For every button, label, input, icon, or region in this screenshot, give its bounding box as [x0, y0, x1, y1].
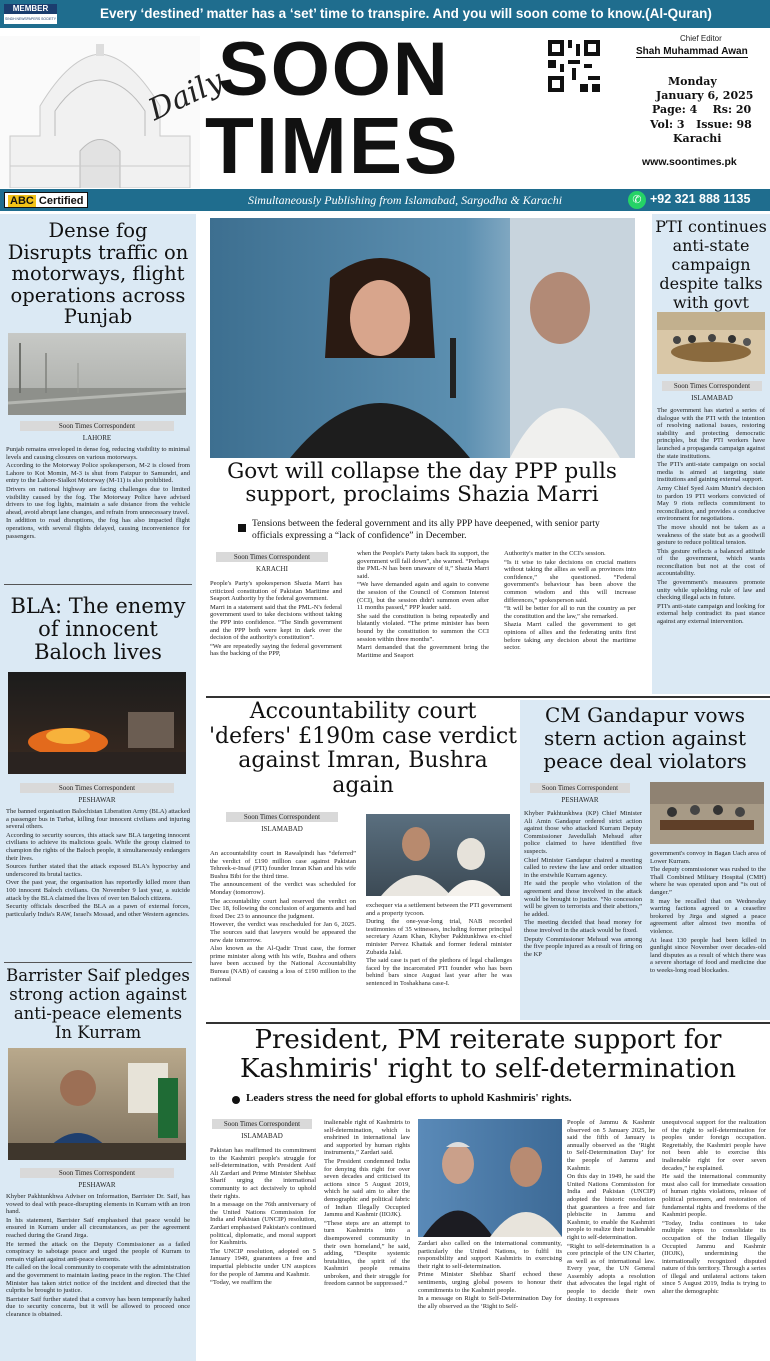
pti-para: Army Chief Syed Asim Munir's decision to pardon 19 PTI workers convicted of May 9 riots reflects commitment to reconciliation, and provides a conducive environment for negotiations.: [657, 484, 765, 523]
publishing-strip: [0, 189, 770, 211]
chief-editor-label: Chief Editor: [680, 34, 722, 43]
gandapur-para: Chief Minister Gandapur chaired a meeting called to review the law and order situation in the erstwhile Kurram agency.: [524, 856, 642, 879]
member-badge: [3, 3, 58, 25]
certified-label: Certified: [38, 195, 84, 207]
bla-para: Sources further stated that the attack exposed BLA's hypocrisy and underscored its brutal tactics.: [6, 863, 190, 878]
lead-location: KARACHI: [256, 565, 288, 573]
bla-para: The banned organisation Balochistan Liberation Army (BLA) attacked a passenger bus in Turbat, killing four innocent civilians and injuring several others.: [6, 808, 190, 831]
title-soon: SOON: [218, 28, 450, 112]
lead-para: People's Party's spokesperson Shazia Marri has criticized constitution of Pakistan Maritime and Seaport Authority by the federal government.: [210, 580, 342, 603]
kashmir-para: Pakistan has reaffirmed its commitment to the Kashmiri people's struggle for self-determination, with President Asif Ali Zardari and Prime Minister Shehbaz Sharif urging the international community to act decisively to uphold their rights.: [210, 1147, 316, 1200]
top-banner: [0, 0, 770, 28]
kashmir-para: In a message on Right to Self-Determination Day for the ally observed as the ‘Right to Self-: [418, 1295, 562, 1310]
lead-headline: Govt will collapse the day PPP pulls support, proclaims Shazia Marri: [227, 459, 617, 507]
bla-headline: BLA: The enemy of innocent Baloch lives: [10, 594, 186, 664]
lead-para: Marri demanded that the government bring the Maritime and Seaport: [357, 644, 489, 659]
court-column-1: [210, 850, 356, 1018]
gandapur-location: PESHAWAR: [561, 796, 599, 804]
lead-para: Shazia Marri called the government to get opinions of allies and the federating units first before taking any decision about the maritime sector.: [504, 621, 636, 652]
pti-para: The government's measures promote unity while upholding rule of law and checking illegal acts in future.: [657, 579, 765, 602]
court-correspondent: Soon Times Correspondent: [226, 812, 338, 822]
kashmir-para: The President condemned India for denying this right for over seven decades and criticised its actions since 5 August 2019, which he said aim to alter the demographic and political fabric of Indian Illegally Occupied Jammu and Kashmir (IIOJK).: [324, 1157, 410, 1219]
saif-para: In his statement, Barrister Saif emphasised that peace would be ensured in Kurram under all circumstances, as per the agreement reached during the Grand Jirga.: [6, 1216, 190, 1239]
chief-editor-name: Shah Muhammad Awan: [636, 46, 748, 57]
qr-code: [548, 40, 600, 92]
bla-para: Security officials described the BLA as a pawn of external forces, particularly India's RAW, Israel's Mossad, and other Western agencies.: [6, 903, 190, 918]
phone-number[interactable]: +92 321 888 1135: [650, 192, 751, 206]
kashmir-para: Zardari also called on the international community, particularly the United Nations, to fulfil its responsibility and support Kashmiris in exercising their right to self-determination.: [418, 1240, 562, 1270]
lead-para: when the People's Party takes back its support, the government will fall down”, she warned. “Perhaps the PML-N has been unaware of it,” Shazia Marri said.: [357, 550, 489, 580]
kashmir-para: He said the international community must also call for immediate cessation of human rights violations, release of political prisoners, and restoration of fundamental rights and freedoms of the Kashmiri people.: [662, 1173, 766, 1219]
abc-certified-badge: [4, 192, 88, 208]
court-para: exchequer via a settlement between the PTI government and a property tycoon.: [366, 902, 512, 917]
kashmir-para: “Today, India continues to take multiple steps to consolidate its occupation of the Indian Illegally Occupied Jammu and Kashmir (IIOJK), undermining the internationally recognized disputed nature of this territory. Through a series of illegal and unilateral actions taken since 5 August 2019, India is trying to alter the demographic: [662, 1219, 766, 1296]
gandapur-para: The meeting decided that head money for those involved in the attack would be fixed.: [524, 919, 642, 934]
divider: [206, 1022, 770, 1024]
bla-location: PESHAWAR: [78, 796, 116, 804]
lead-para: “Is it wise to take decisions on crucial matters without taking the allies as well as provinces into confidence,” she questioned. “Federal government's behaviour has been above the common wisdom and this will increase differences,” spokesperson said.: [504, 558, 636, 604]
gandapur-para: He said the people who violation of the agreement and those involved in the attack would be brought to justice. “No concession will be given to terrorists and their abettors,” he added.: [524, 880, 642, 918]
fog-para: Drivers on national highway are facing challenges due to limited visibility caused by the fog. The Motorway Police have advised drivers to use fog lights, maintain a safe distance from the vehicle ahead, avoid abrupt lane changes, and refrain from unnecessary travel.: [6, 485, 190, 516]
kashmir-para: The UNCIP resolution, adopted on 5 January 1949, guarantees a free and impartial plebiscite under UN auspices for the people of Jammu and Kashmir.: [210, 1247, 316, 1278]
court-photo: [366, 814, 510, 896]
lead-para: Marri in a statement said that the PML-N's federal government used to take decisions without taking the PPP into confidence. “The Sindh government and the PPP both were kept in dark over the decision of the authority's constitution”.: [210, 603, 342, 642]
saif-correspondent: Soon Times Correspondent: [20, 1168, 174, 1178]
court-para: The accountability court had reserved the verdict on Dec 18, following the conclusion of arguments and had fixed Dec 23 to announce the judgment.: [210, 897, 356, 920]
bla-photo: [8, 672, 186, 774]
gandapur-para: At least 130 people had been killed in gunfight since November over decades-old land disputes as a result of which there was a severe shortage of food and medicine due to weeks-long road blockades.: [650, 936, 766, 974]
divider: [4, 962, 192, 963]
gandapur-para: It may be recalled that on Wednesday warring factions agreed to a ceasefire brokered by Jirga and signed a peace agreement after almost two months of violence.: [650, 897, 766, 935]
kashmir-deck: Leaders stress the need for global efforts to uphold Kashmiris' rights.: [246, 1092, 572, 1104]
kashmir-para: “Today, we reaffirm the: [210, 1279, 272, 1287]
court-headline: Accountability court 'defers' £190m case verdict against Imran, Bushra again: [209, 699, 517, 798]
saif-para: Barrister Saif further stated that a convoy has been temporarily halted due to security concerns, but it will be allowed to proceed once clearance is obtained.: [6, 1295, 190, 1318]
saif-headline: Barrister Saif pledges strong action against anti-peace elements In Kurram: [6, 966, 190, 1042]
court-location: ISLAMABAD: [261, 825, 303, 833]
lead-para: She said the constitution is being repeatedly and blatantly violated. “The prime minister has been bound by the constitution to summon the CCI session within three months”.: [357, 612, 489, 643]
divider: [4, 584, 192, 585]
kashmir-column-2: [324, 1119, 410, 1359]
saif-location: PESHAWAR: [78, 1181, 116, 1189]
quran-quote: Every ‘destined’ matter has a ‘set’ time to transpire. And you will soon come to know.(Al-Quran): [100, 6, 712, 21]
kashmir-para: inalienable right of Kashmiris to self-determination, which is enshrined in international law and supported by human rights instruments,” Zardari said.: [324, 1119, 410, 1157]
pti-para: The move should not be taken as a weakness of the state but as a goodwill gesture to reduce political tension.: [657, 523, 765, 547]
gandapur-column-1: [524, 810, 642, 1016]
fog-para: According to the Motorway Police spokesperson, M-2 is closed from Lahore to Kot Momin, M-3 is shut from Faizpur to Samundri, and entry to the Lahore-Sialkot Motorway (M-11) is also prohibited.: [6, 462, 190, 485]
kashmir-headline: President, PM reiterate support for Kashmiris' right to self-determination: [240, 1025, 736, 1084]
fog-headline: Dense fog Disrupts traffic on motorways, flight operations across Punjab: [7, 219, 189, 328]
member-society: SINDH NEWSPAPERS SOCIETY: [5, 17, 56, 21]
kashmir-column-1: [210, 1147, 316, 1359]
lead-correspondent: Soon Times Correspondent: [216, 552, 328, 562]
gandapur-para: The deputy commissioner was rushed to the Thall Combined Military Hospital (CMH) where he was operated upon and “is out of danger.”: [650, 866, 766, 896]
saif-photo: [8, 1048, 186, 1160]
kashmir-deck-bullet: [232, 1096, 240, 1104]
saif-para: He termed the attack on the Deputy Commissioner as a failed conspiracy to sabotage peace and urged the people of Kurram to remain vigilant against anti-peace elements.: [6, 1240, 190, 1263]
issue-date: January 6, 2025: [656, 89, 754, 102]
lead-para: “It will be better for all to run the country as per the constitution and the law,” she remarked.: [504, 605, 636, 620]
gandapur-photo: [650, 782, 764, 844]
fog-para: In addition to road disruptions, the fog has also impacted flight operations, with several flights delayed, causing inconvenience for passengers.: [6, 517, 190, 540]
court-para: Also known as the Al-Qadir Trust case, the former prime minister along with his wife, Bushra and others have been accused by the National Accountability Bureau (NAB) of causing a loss of £190 million to the national: [210, 945, 356, 983]
daily-label: Daily: [143, 63, 229, 128]
gandapur-headline: CM Gandapur vows stern action against peace deal violators: [543, 703, 747, 773]
pti-para: PTI's anti-state campaign and looking for external help contradict its past stance against any external intervention.: [657, 602, 765, 626]
pti-para: The PTI's anti-state campaign on social media is aimed at targeting state institutions and gaining external support.: [657, 461, 765, 484]
kashmir-para: In a message on the 76th anniversary of the United Nations Commission for India and Pakistan (UNCIP) resolution, Zardari emphasised Pakistan's continued political, diplomatic, and moral support for Kashmiris.: [210, 1201, 316, 1247]
court-para: The said case is part of the plethora of legal challenges faced by the incarcerated PTI founder who has been behind bars since August last year after he was sentenced in Toshakhana case-I.: [366, 957, 512, 987]
fog-correspondent: Soon Times Correspondent: [20, 421, 174, 431]
pti-headline: PTI continues anti-state campaign despite talks with govt: [655, 217, 767, 312]
pti-correspondent: Soon Times Correspondent: [662, 381, 762, 391]
kashmir-column-5: [662, 1119, 766, 1359]
pti-para: This gesture reflects a balanced attitude of the government, which wants reconciliation but not at the cost of accountability.: [657, 547, 765, 578]
divider: [206, 696, 770, 698]
bla-para: Over the past year, the organisation has reportedly killed more than 100 innocent Baloch civilians. On November 9 last year, a suicide attack by the BLA claimed the lives of over ten Baloch citizens.: [6, 879, 190, 902]
publishing-cities: Simultaneously Publishing from Islamabad, Sargodha & Karachi: [247, 193, 563, 207]
kashmir-location: ISLAMABAD: [241, 1132, 283, 1140]
fog-para: Punjab remains enveloped in dense fog, reducing visibility to minimal levels and causing closures on various motorways.: [6, 446, 190, 461]
pti-photo: [657, 312, 765, 374]
whatsapp-icon: ✆: [628, 191, 646, 209]
kashmir-para: On this day in 1949, he said the United Nations Commission for India and Pakistan (UNCIP) adopted the historic resolution that guarantees a free and fair plebiscite in Jammu and Kashmir, to enable the Kashmiri people to realize their inalienable right to self-determination.: [567, 1173, 655, 1241]
kashmir-column-3: [418, 1240, 562, 1359]
gandapur-para: government's convoy in Bagan Uach area of Lower Kurram.: [650, 850, 766, 865]
kashmir-para: unequivocal support for the realization of the right to self-determination for peoples under foreign occupation. Regrettably, the Kashmiri people have not been able to exercise this inalienable right for over seven decades,” he explained.: [662, 1119, 766, 1172]
court-para: The announcement of the verdict was scheduled for Monday (tomorrow).: [210, 881, 356, 896]
fog-photo: [8, 333, 186, 415]
kashmir-photo: [418, 1119, 562, 1237]
court-para: During the one-year-long trial, NAB recorded testimonies of 35 witnesses, including former principal secretary Azam Khan, Khyber Pakhtunkhwa ex-chief minister Pervez Khattak and former federal minister Zubaida Jalal.: [366, 918, 512, 956]
saif-para: Khyber Pakhtunkhwa Adviser on Information, Barrister Dr. Saif, has vowed to deal with peace-disrupting elements in Kurram with an iron hand.: [6, 1193, 190, 1216]
gandapur-column-2: [650, 850, 766, 1016]
title-times: TIMES: [205, 101, 460, 188]
fog-location: LAHORE: [82, 434, 112, 442]
fog-body: [6, 446, 190, 580]
court-column-2: [366, 902, 512, 1018]
lead-column-1: [210, 580, 342, 690]
gandapur-correspondent: Soon Times Correspondent: [530, 783, 630, 793]
member-label: MEMBER: [4, 4, 57, 14]
kashmir-para: People of Jammu & Kashmir observed on 5 January 2025, he said the fifth of January is annually observed as the ‘Right to Self-Determination Day’ for the people of Jammu and Kashmir.: [567, 1119, 655, 1172]
bla-correspondent: Soon Times Correspondent: [20, 783, 174, 793]
lead-column-3: [504, 550, 636, 690]
abc-label: ABC: [10, 195, 34, 207]
pti-para: The government has started a series of dialogue with the PTI with the intention of resolving national issues, restoring stability and protecting democratic principles, but the PTI workers have launched a propaganda campaign against the state institutions.: [657, 407, 765, 460]
kashmir-column-4: [567, 1119, 655, 1359]
issue-day: Monday: [668, 75, 717, 88]
bla-body: [6, 808, 190, 958]
masthead: [0, 28, 770, 188]
page-price: Page: 4 Rs: 20: [652, 103, 752, 116]
kashmir-correspondent: Soon Times Correspondent: [212, 1119, 312, 1129]
lead-para: Authority's matter in the CCI's session.: [504, 550, 606, 557]
bla-para: According to security sources, this attack saw BLA targeting innocent civilians to achieve its malicious goals. While the group claimed to champion the rights of the Baloch people, it simultaneously endangers their lives.: [6, 831, 190, 862]
court-para: However, the verdict was rescheduled for Jan 6, 2025. The sources said that lawyers would be appeared the new date tomorrow.: [210, 921, 356, 944]
issue-city: Karachi: [673, 132, 722, 145]
kashmir-para: “Right to self-determination is a core principle of the UN Charter, as well as of international law. Every year, the UN General Assembly adopts a resolution that advocates the legal right of people to decide their own destiny. It expresses: [567, 1242, 655, 1303]
lead-para: “We are repeatedly saying the federal government has the backing of the PPP,: [210, 642, 342, 658]
vol-issue: Vol: 3 Issue: 98: [650, 118, 752, 131]
kashmir-para: Prime Minister Shehbaz Sharif echoed these sentiments, urging global powers to honour their commitments to the Kashmiri people.: [418, 1271, 562, 1294]
court-para: An accountability court in Rawalpindi has “deferred” the verdict of £190 million case against Pakistan Tehreek-e-Insaf (PTI) founder Imran Khan and his wife Bushra Bibi for the third time.: [210, 850, 356, 880]
kashmir-para: “These steps are an attempt to turn Kashmiris into a disempowered community in their own homeland,” he said, adding, “Despite systemic brutalities, the spirit of the Kashmiri people remains unbroken, and their struggle for freedom cannot be suppressed.”: [324, 1219, 410, 1288]
lead-deck-bullet: [238, 524, 246, 532]
website-link[interactable]: www.soontimes.pk: [642, 156, 737, 168]
lead-column-2: [357, 550, 489, 690]
lead-photo: [210, 218, 635, 458]
saif-body: [6, 1193, 190, 1357]
gandapur-para: Khyber Pakhtunkhwa (KP) Chief Minister Ali Amin Gandapur ordered strict action against those who attacked Kurram Deputy Commissioner Javedullah Mehsud after police claimed to have identified five suspects.: [524, 810, 642, 855]
saif-para: He called on the local community to cooperate with the administration and the government to maintain lasting peace in the region. The Chief Minister has taken strict notice of the incident and directed that the culprits be brought to justice.: [6, 1264, 190, 1295]
pti-location: ISLAMABAD: [691, 394, 733, 402]
pti-body: [657, 407, 765, 691]
lead-para: “We have demanded again and again to convene the session of the Council of Common Interest (CCI), but the session didn't summon even after 11 months passed,” PPP leader said.: [357, 581, 489, 612]
lead-deck: Tensions between the federal government and its ally PPP have deepened, with senior party officials expressing a “lack of confidence” in December.: [252, 519, 600, 541]
gandapur-para: Deputy Commissioner Mehsud was among the five people injured as a result of firing on the KP: [524, 935, 642, 958]
